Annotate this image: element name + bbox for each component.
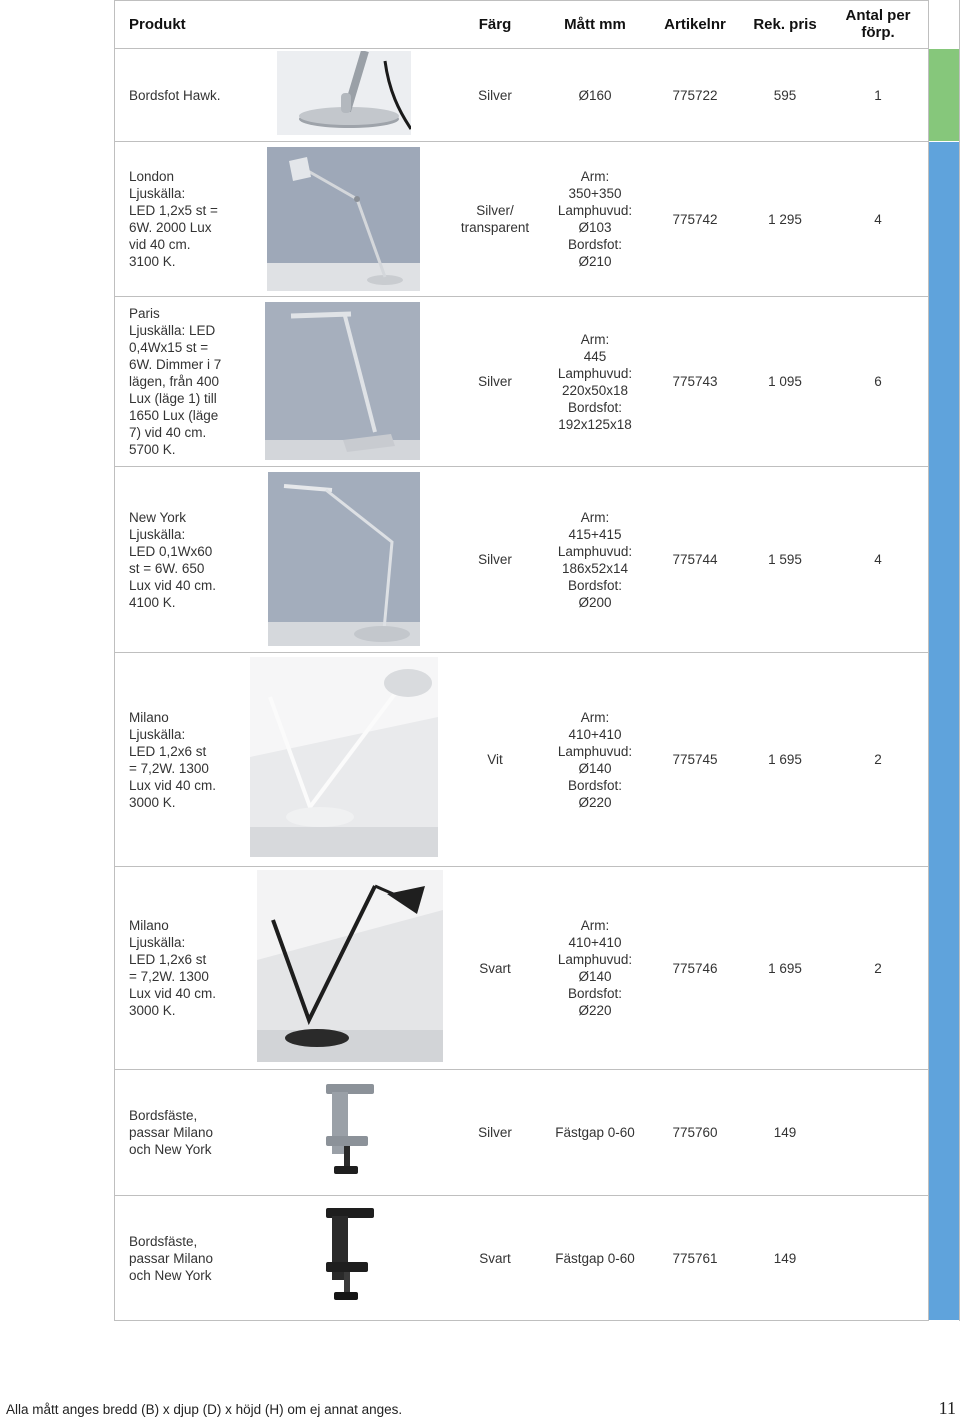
- color-value: Silver: [478, 87, 512, 103]
- product-description: Bordsfäste, passar Milano och New York: [129, 1233, 214, 1283]
- dimensions-value: Fästgap 0-60: [555, 1125, 635, 1140]
- price-value: 1 095: [768, 374, 802, 389]
- color-value: Svart: [479, 1250, 511, 1266]
- category-strip-green: [929, 49, 959, 141]
- header-dimensions: Mått mm: [564, 15, 626, 33]
- product-description: London Ljuskälla: LED 1,2x5 st = 6W. 2000 Lux vid 40 cm. 3100 K.: [129, 169, 218, 269]
- color-value: Silver: [478, 552, 512, 567]
- dimensions-value: Ø160: [578, 87, 612, 103]
- new-york-lamp-photo: [268, 472, 420, 646]
- paris-lamp-photo: [265, 302, 420, 460]
- product-description: Milano Ljuskälla: LED 1,2x6 st = 7,2W. 1300 Lux vid 40 cm. 3000 K.: [129, 709, 217, 810]
- color-value: Svart: [479, 960, 511, 976]
- hawk-base-photo: [277, 51, 411, 135]
- header-product: Produkt: [129, 15, 186, 33]
- color-value: Vit: [487, 752, 503, 767]
- header-color: Färg: [478, 15, 512, 33]
- article-number: 775722: [672, 87, 718, 103]
- dimensions-value: Arm: 350+350 Lamphuvud: Ø103 Bordsfot: Ø210: [557, 169, 633, 269]
- product-description: Milano Ljuskälla: LED 1,2x6 st = 7,2W. 1300 Lux vid 40 cm. 3000 K.: [129, 918, 217, 1018]
- pack-quantity: 6: [874, 374, 882, 389]
- dimensions-value: Arm: 410+410 Lamphuvud: Ø140 Bordsfot: Ø220: [557, 918, 633, 1018]
- article-number: 775743: [672, 374, 718, 389]
- header-article: Artikelnr: [664, 15, 726, 33]
- price-value: 595: [773, 87, 797, 103]
- color-value: Silver: [478, 374, 512, 389]
- price-value: 1 695: [768, 960, 802, 976]
- page-number: 11: [938, 1398, 956, 1418]
- dimensions-value: Arm: 410+410 Lamphuvud: Ø140 Bordsfot: Ø220: [557, 709, 633, 810]
- pack-quantity: 4: [874, 552, 882, 567]
- article-number: 775744: [672, 552, 718, 567]
- header-pack: Antal per förp.: [845, 7, 911, 41]
- pack-quantity: 2: [874, 960, 882, 976]
- pack-quantity: [830, 1196, 926, 1320]
- color-value: Silver: [478, 1125, 512, 1140]
- price-value: 1 295: [768, 211, 802, 227]
- black-clamp-photo: [318, 1204, 378, 1314]
- dimensions-value: Arm: 445 Lamphuvud: 220x50x18 Bordsfot: 192x125x18: [557, 331, 633, 432]
- dimensions-value: Arm: 415+415 Lamphuvud: 186x52x14 Bordsfot: Ø200: [557, 509, 633, 610]
- milano-black-lamp-photo: [257, 870, 443, 1062]
- product-description: Bordsfäste, passar Milano och New York: [129, 1108, 214, 1157]
- silver-clamp-photo: [318, 1078, 378, 1188]
- article-number: 775742: [672, 211, 718, 227]
- pack-quantity: 4: [874, 211, 882, 227]
- price-value: 1 695: [768, 752, 802, 767]
- article-number: 775761: [672, 1250, 718, 1266]
- dimensions-value: Fästgap 0-60: [555, 1250, 635, 1266]
- london-lamp-photo: [267, 147, 420, 291]
- header-price: Rek. pris: [753, 15, 817, 33]
- pack-quantity: 1: [874, 87, 882, 103]
- pack-quantity: 2: [874, 752, 882, 767]
- price-value: 1 595: [768, 552, 802, 567]
- price-value: 149: [773, 1250, 797, 1266]
- article-number: 775746: [672, 960, 718, 976]
- product-description: Bordsfot Hawk.: [129, 87, 221, 103]
- price-value: 149: [773, 1125, 797, 1140]
- pack-quantity: [830, 1070, 926, 1195]
- product-description: New York Ljuskälla: LED 0,1Wx60 st = 6W. 650 Lux vid 40 cm. 4100 K.: [129, 509, 217, 610]
- product-description: Paris Ljuskälla: LED 0,4Wx15 st = 6W. Dimmer i 7 lägen, från 400 Lux (läge 1) till 1650 Lux (läge 7) vid 40 cm. 5700 K.: [129, 306, 222, 457]
- milano-white-lamp-photo: [250, 657, 438, 857]
- article-number: 775745: [672, 752, 718, 767]
- footer-note: Alla mått anges bredd (B) x djup (D) x höjd (H) om ej annat anges.: [6, 1402, 403, 1417]
- article-number: 775760: [672, 1125, 718, 1140]
- color-value: Silver/ transparent: [460, 203, 530, 235]
- category-strip-blue: [929, 142, 959, 1320]
